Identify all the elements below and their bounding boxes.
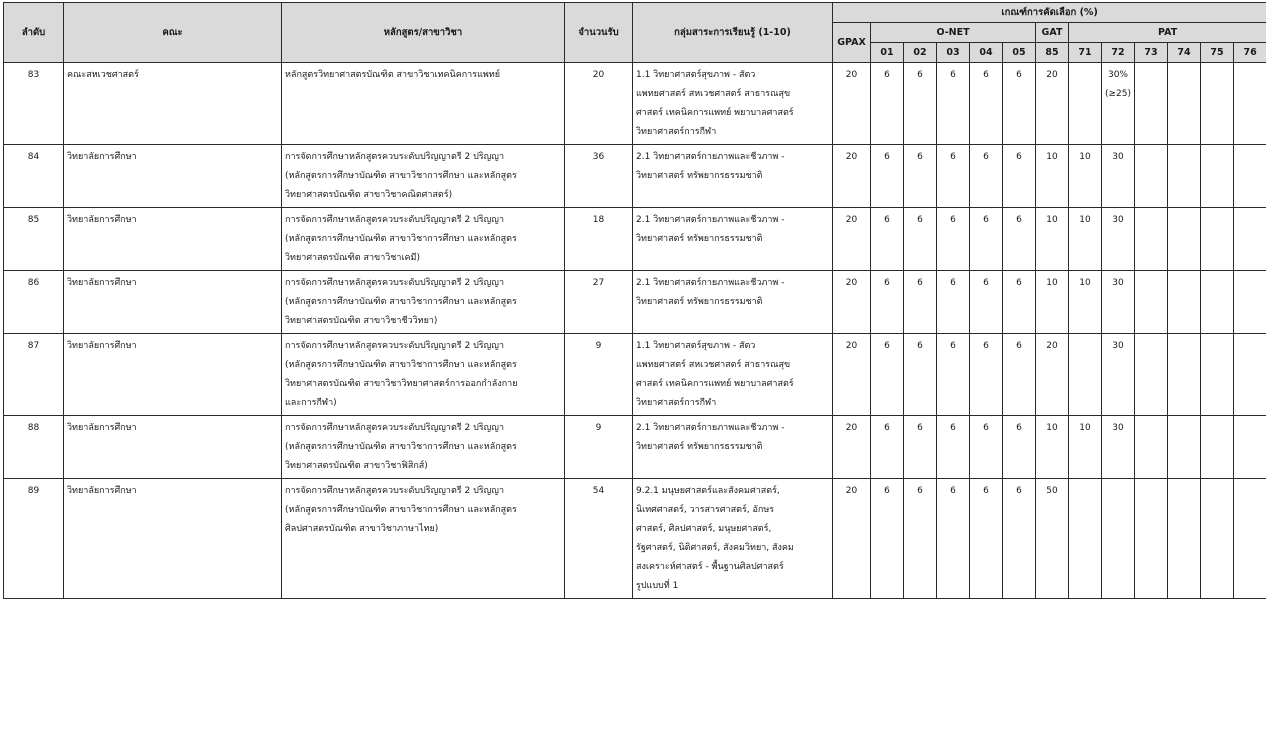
rank-cell: 87 [4,334,64,416]
learning-group-cell-line: นิเทศศาสตร์, วารสารศาสตร์, อักษร [636,505,775,515]
pat-cell-line: 30% [1107,70,1128,80]
table-row [4,208,1266,271]
table-row [4,334,1266,416]
table-row [4,416,1266,479]
onet-cell: 6 [937,416,970,479]
gpax-cell: 20 [833,479,871,599]
onet-cell: 6 [937,479,970,599]
onet-cell: 6 [904,145,937,208]
header-pat-76: 76 [1234,43,1266,63]
learning-group-cell-line: ศาสตร์ เทคนิคการแพทย์ พยาบาลศาสตร์ [636,379,794,389]
pat-cell [1201,63,1234,145]
pat-cell [1201,208,1234,271]
rank-cell: 86 [4,271,64,334]
program-cell-line: การจัดการศึกษาหลักสูตรควบระดับปริญญาตรี 2 ปริญญา [285,423,505,433]
gpax-cell: 20 [833,271,871,334]
onet-cell: 6 [871,479,904,599]
pat-cell: 10 [1069,145,1102,208]
program-cell-line: การจัดการศึกษาหลักสูตรควบระดับปริญญาตรี 2 ปริญญา [285,486,505,496]
pat-cell: 30 [1102,416,1135,479]
onet-cell: 6 [937,271,970,334]
gpax-cell: 20 [833,208,871,271]
program-cell-line: (หลักสูตรการศึกษาบัณฑิต สาขาวิชาการศึกษา และหลักสูตร [285,442,517,452]
admission-criteria-document [3,2,1263,599]
seats-cell: 54 [565,479,633,599]
header-program: หลักสูตร/สาขาวิชา [282,3,565,63]
pat-cell [1168,334,1201,416]
learning-group-cell [633,334,833,416]
onet-cell: 6 [871,271,904,334]
learning-group-cell [633,208,833,271]
program-cell [282,334,565,416]
program-cell-line: การจัดการศึกษาหลักสูตรควบระดับปริญญาตรี 2 ปริญญา [285,152,505,162]
program-cell [282,208,565,271]
program-cell [282,63,565,145]
onet-cell: 6 [1003,63,1036,145]
pat-cell [1234,479,1266,599]
pat-cell: 30 [1102,334,1135,416]
table-row [4,63,1266,145]
header-onet-02: 02 [904,43,937,63]
table-body [4,63,1266,599]
onet-cell: 6 [970,145,1003,208]
program-cell [282,271,565,334]
onet-cell: 6 [970,271,1003,334]
gpax-cell: 20 [833,145,871,208]
learning-group-cell-line: แพทยศาสตร์ สหเวชศาสตร์ สาธารณสุข [636,89,791,99]
learning-group-cell-line: วิทยาศาสตร์ ทรัพยากรธรรมชาติ [636,234,763,244]
learning-group-cell-line: วิทยาศาสตร์ ทรัพยากรธรรมชาติ [636,171,763,181]
learning-group-cell-line: วิทยาศาสตร์การกีฬา [636,398,717,408]
learning-group-cell-line: วิทยาศาสตร์ ทรัพยากรธรรมชาติ [636,297,763,307]
pat-cell [1234,416,1266,479]
program-cell-line: (หลักสูตรการศึกษาบัณฑิต สาขาวิชาการศึกษา และหลักสูตร [285,297,517,307]
pat-cell [1135,208,1168,271]
seats-cell: 20 [565,63,633,145]
header-pat: PAT [1069,23,1266,43]
header-pat-73: 73 [1135,43,1168,63]
onet-cell: 6 [970,63,1003,145]
gat-cell: 10 [1036,208,1069,271]
seats-cell: 9 [565,334,633,416]
onet-cell: 6 [937,63,970,145]
onet-cell: 6 [937,208,970,271]
gat-cell: 10 [1036,416,1069,479]
learning-group-cell [633,145,833,208]
program-cell-line: (หลักสูตรการศึกษาบัณฑิต สาขาวิชาการศึกษา และหลักสูตร [285,234,517,244]
header-pat-74: 74 [1168,43,1201,63]
onet-cell: 6 [937,145,970,208]
pat-cell [1234,63,1266,145]
pat-cell [1135,145,1168,208]
program-cell-line: การจัดการศึกษาหลักสูตรควบระดับปริญญาตรี 2 ปริญญา [285,215,505,225]
program-cell-line: วิทยาศาสตรบัณฑิต สาขาวิชาวิทยาศาสตร์การออกกำลังกาย [285,379,518,389]
table-header [4,3,1266,63]
learning-group-cell-line: 2.1 วิทยาศาสตร์กายภาพและชีวภาพ - [636,152,785,162]
pat-cell [1168,208,1201,271]
faculty-cell: วิทยาลัยการศึกษา [64,208,282,271]
program-cell-line: ศิลปศาสตรบัณฑิต สาขาวิชาภาษาไทย) [285,524,439,534]
learning-group-cell [633,416,833,479]
gpax-cell: 20 [833,63,871,145]
learning-group-cell-line: 2.1 วิทยาศาสตร์กายภาพและชีวภาพ - [636,215,785,225]
learning-group-cell [633,479,833,599]
header-learning-group: กลุ่มสาระการเรียนรู้ (1-10) [633,3,833,63]
program-cell-line: วิทยาศาสตรบัณฑิต สาขาวิชาคณิตศาสตร์) [285,190,453,200]
program-cell-line: (หลักสูตรการศึกษาบัณฑิต สาขาวิชาการศึกษา และหลักสูตร [285,360,517,370]
program-cell-line: วิทยาศาสตรบัณฑิต สาขาวิชาฟิสิกส์) [285,461,428,471]
program-cell-line: การจัดการศึกษาหลักสูตรควบระดับปริญญาตรี 2 ปริญญา [285,278,505,288]
program-cell-line: และการกีฬา) [285,398,337,408]
header-rank: ลำดับ [4,3,64,63]
header-pat-71: 71 [1069,43,1102,63]
faculty-cell: วิทยาลัยการศึกษา [64,479,282,599]
faculty-cell: วิทยาลัยการศึกษา [64,145,282,208]
onet-cell: 6 [904,271,937,334]
onet-cell: 6 [904,208,937,271]
onet-cell: 6 [1003,271,1036,334]
pat-cell: 10 [1069,271,1102,334]
header-onet: O-NET [871,23,1036,43]
pat-cell: 30 [1102,271,1135,334]
learning-group-cell [633,271,833,334]
pat-cell [1069,63,1102,145]
onet-cell: 6 [871,334,904,416]
learning-group-cell-line: รัฐศาสตร์, นิติศาสตร์, สังคมวิทยา, สังคม [636,543,794,553]
table-row [4,479,1266,599]
pat-cell [1069,479,1102,599]
rank-cell: 88 [4,416,64,479]
learning-group-cell-line: 1.1 วิทยาศาสตร์สุขภาพ - สัตว [636,341,756,351]
program-cell-line: หลักสูตรวิทยาศาสตรบัณฑิต สาขาวิชาเทคนิคการแพทย์ [285,70,501,80]
program-cell-line: วิทยาศาสตรบัณฑิต สาขาวิชาเคมี) [285,253,420,263]
pat-cell: 10 [1069,416,1102,479]
seats-cell: 9 [565,416,633,479]
gat-cell: 10 [1036,271,1069,334]
pat-cell [1234,208,1266,271]
faculty-cell: วิทยาลัยการศึกษา [64,416,282,479]
header-onet-04: 04 [970,43,1003,63]
pat-cell [1168,271,1201,334]
learning-group-cell-line: วิทยาศาสตร์การกีฬา [636,127,717,137]
learning-group-cell-line: 1.1 วิทยาศาสตร์สุขภาพ - สัตว [636,70,756,80]
header-gat-85: 85 [1036,43,1069,63]
learning-group-cell-line: ศาสตร์, ศิลปศาสตร์, มนุษยศาสตร์, [636,524,772,534]
onet-cell: 6 [970,208,1003,271]
onet-cell: 6 [1003,416,1036,479]
learning-group-cell-line: 2.1 วิทยาศาสตร์กายภาพและชีวภาพ - [636,278,785,288]
header-onet-05: 05 [1003,43,1036,63]
onet-cell: 6 [1003,145,1036,208]
header-faculty: คณะ [64,3,282,63]
seats-cell: 36 [565,145,633,208]
onet-cell: 6 [970,479,1003,599]
pat-cell: 30 [1102,208,1135,271]
learning-group-cell-line: รูปแบบที่ 1 [636,581,679,591]
faculty-cell: คณะสหเวชศาสตร์ [64,63,282,145]
pat-cell [1201,334,1234,416]
gat-cell: 20 [1036,334,1069,416]
onet-cell: 6 [871,145,904,208]
program-cell [282,145,565,208]
header-onet-03: 03 [937,43,970,63]
header-onet-01: 01 [871,43,904,63]
pat-cell: 10 [1069,208,1102,271]
pat-cell [1135,479,1168,599]
pat-cell [1201,479,1234,599]
seats-cell: 27 [565,271,633,334]
pat-cell [1201,145,1234,208]
admission-criteria-table [3,2,1266,599]
onet-cell: 6 [1003,208,1036,271]
program-cell [282,479,565,599]
onet-cell: 6 [904,63,937,145]
pat-cell [1168,145,1201,208]
onet-cell: 6 [970,334,1003,416]
rank-cell: 89 [4,479,64,599]
rank-cell: 85 [4,208,64,271]
onet-cell: 6 [904,479,937,599]
learning-group-cell-line: สงเคราะห์ศาสตร์ - พื้นฐานศิลปศาสตร์ [636,562,784,572]
pat-cell: 30 [1102,145,1135,208]
onet-cell: 6 [871,416,904,479]
pat-cell [1102,479,1135,599]
pat-cell [1135,271,1168,334]
learning-group-cell [633,63,833,145]
program-cell-line: การจัดการศึกษาหลักสูตรควบระดับปริญญาตรี 2 ปริญญา [285,341,505,351]
seats-cell: 18 [565,208,633,271]
gpax-cell: 20 [833,416,871,479]
program-cell [282,416,565,479]
faculty-cell: วิทยาลัยการศึกษา [64,271,282,334]
header-gat: GAT [1036,23,1069,43]
table-row [4,271,1266,334]
pat-cell [1168,63,1201,145]
pat-cell-line: (≥25) [1104,89,1131,99]
table-row [4,145,1266,208]
header-seats: จำนวนรับ [565,3,633,63]
learning-group-cell-line: 9.2.1 มนุษยศาสตร์และสังคมศาสตร์, [636,486,780,496]
onet-cell: 6 [871,208,904,271]
pat-cell [1168,479,1201,599]
pat-cell [1234,145,1266,208]
pat-cell [1135,63,1168,145]
onet-cell: 6 [937,334,970,416]
pat-cell [1201,271,1234,334]
header-gpax: GPAX [833,23,871,63]
program-cell-line: (หลักสูตรการศึกษาบัณฑิต สาขาวิชาการศึกษา และหลักสูตร [285,505,517,515]
pat-cell [1069,334,1102,416]
gat-cell: 10 [1036,145,1069,208]
learning-group-cell-line: แพทยศาสตร์ สหเวชศาสตร์ สาธารณสุข [636,360,791,370]
header-pat-72: 72 [1102,43,1135,63]
onet-cell: 6 [904,416,937,479]
pat-cell [1135,334,1168,416]
pat-cell [1234,271,1266,334]
onet-cell: 6 [1003,479,1036,599]
gpax-cell: 20 [833,334,871,416]
program-cell-line: วิทยาศาสตรบัณฑิต สาขาวิชาชีววิทยา) [285,316,438,326]
pat-cell [1102,63,1135,145]
learning-group-cell-line: 2.1 วิทยาศาสตร์กายภาพและชีวภาพ - [636,423,785,433]
onet-cell: 6 [904,334,937,416]
program-cell-line: (หลักสูตรการศึกษาบัณฑิต สาขาวิชาการศึกษา และหลักสูตร [285,171,517,181]
gat-cell: 50 [1036,479,1069,599]
pat-cell [1168,416,1201,479]
learning-group-cell-line: ศาสตร์ เทคนิคการแพทย์ พยาบาลศาสตร์ [636,108,794,118]
pat-cell [1201,416,1234,479]
onet-cell: 6 [1003,334,1036,416]
header-criteria: เกณฑ์การคัดเลือก (%) [833,3,1266,23]
faculty-cell: วิทยาลัยการศึกษา [64,334,282,416]
onet-cell: 6 [871,63,904,145]
gat-cell: 20 [1036,63,1069,145]
rank-cell: 84 [4,145,64,208]
header-pat-75: 75 [1201,43,1234,63]
onet-cell: 6 [970,416,1003,479]
learning-group-cell-line: วิทยาศาสตร์ ทรัพยากรธรรมชาติ [636,442,763,452]
pat-cell [1234,334,1266,416]
rank-cell: 83 [4,63,64,145]
pat-cell [1135,416,1168,479]
